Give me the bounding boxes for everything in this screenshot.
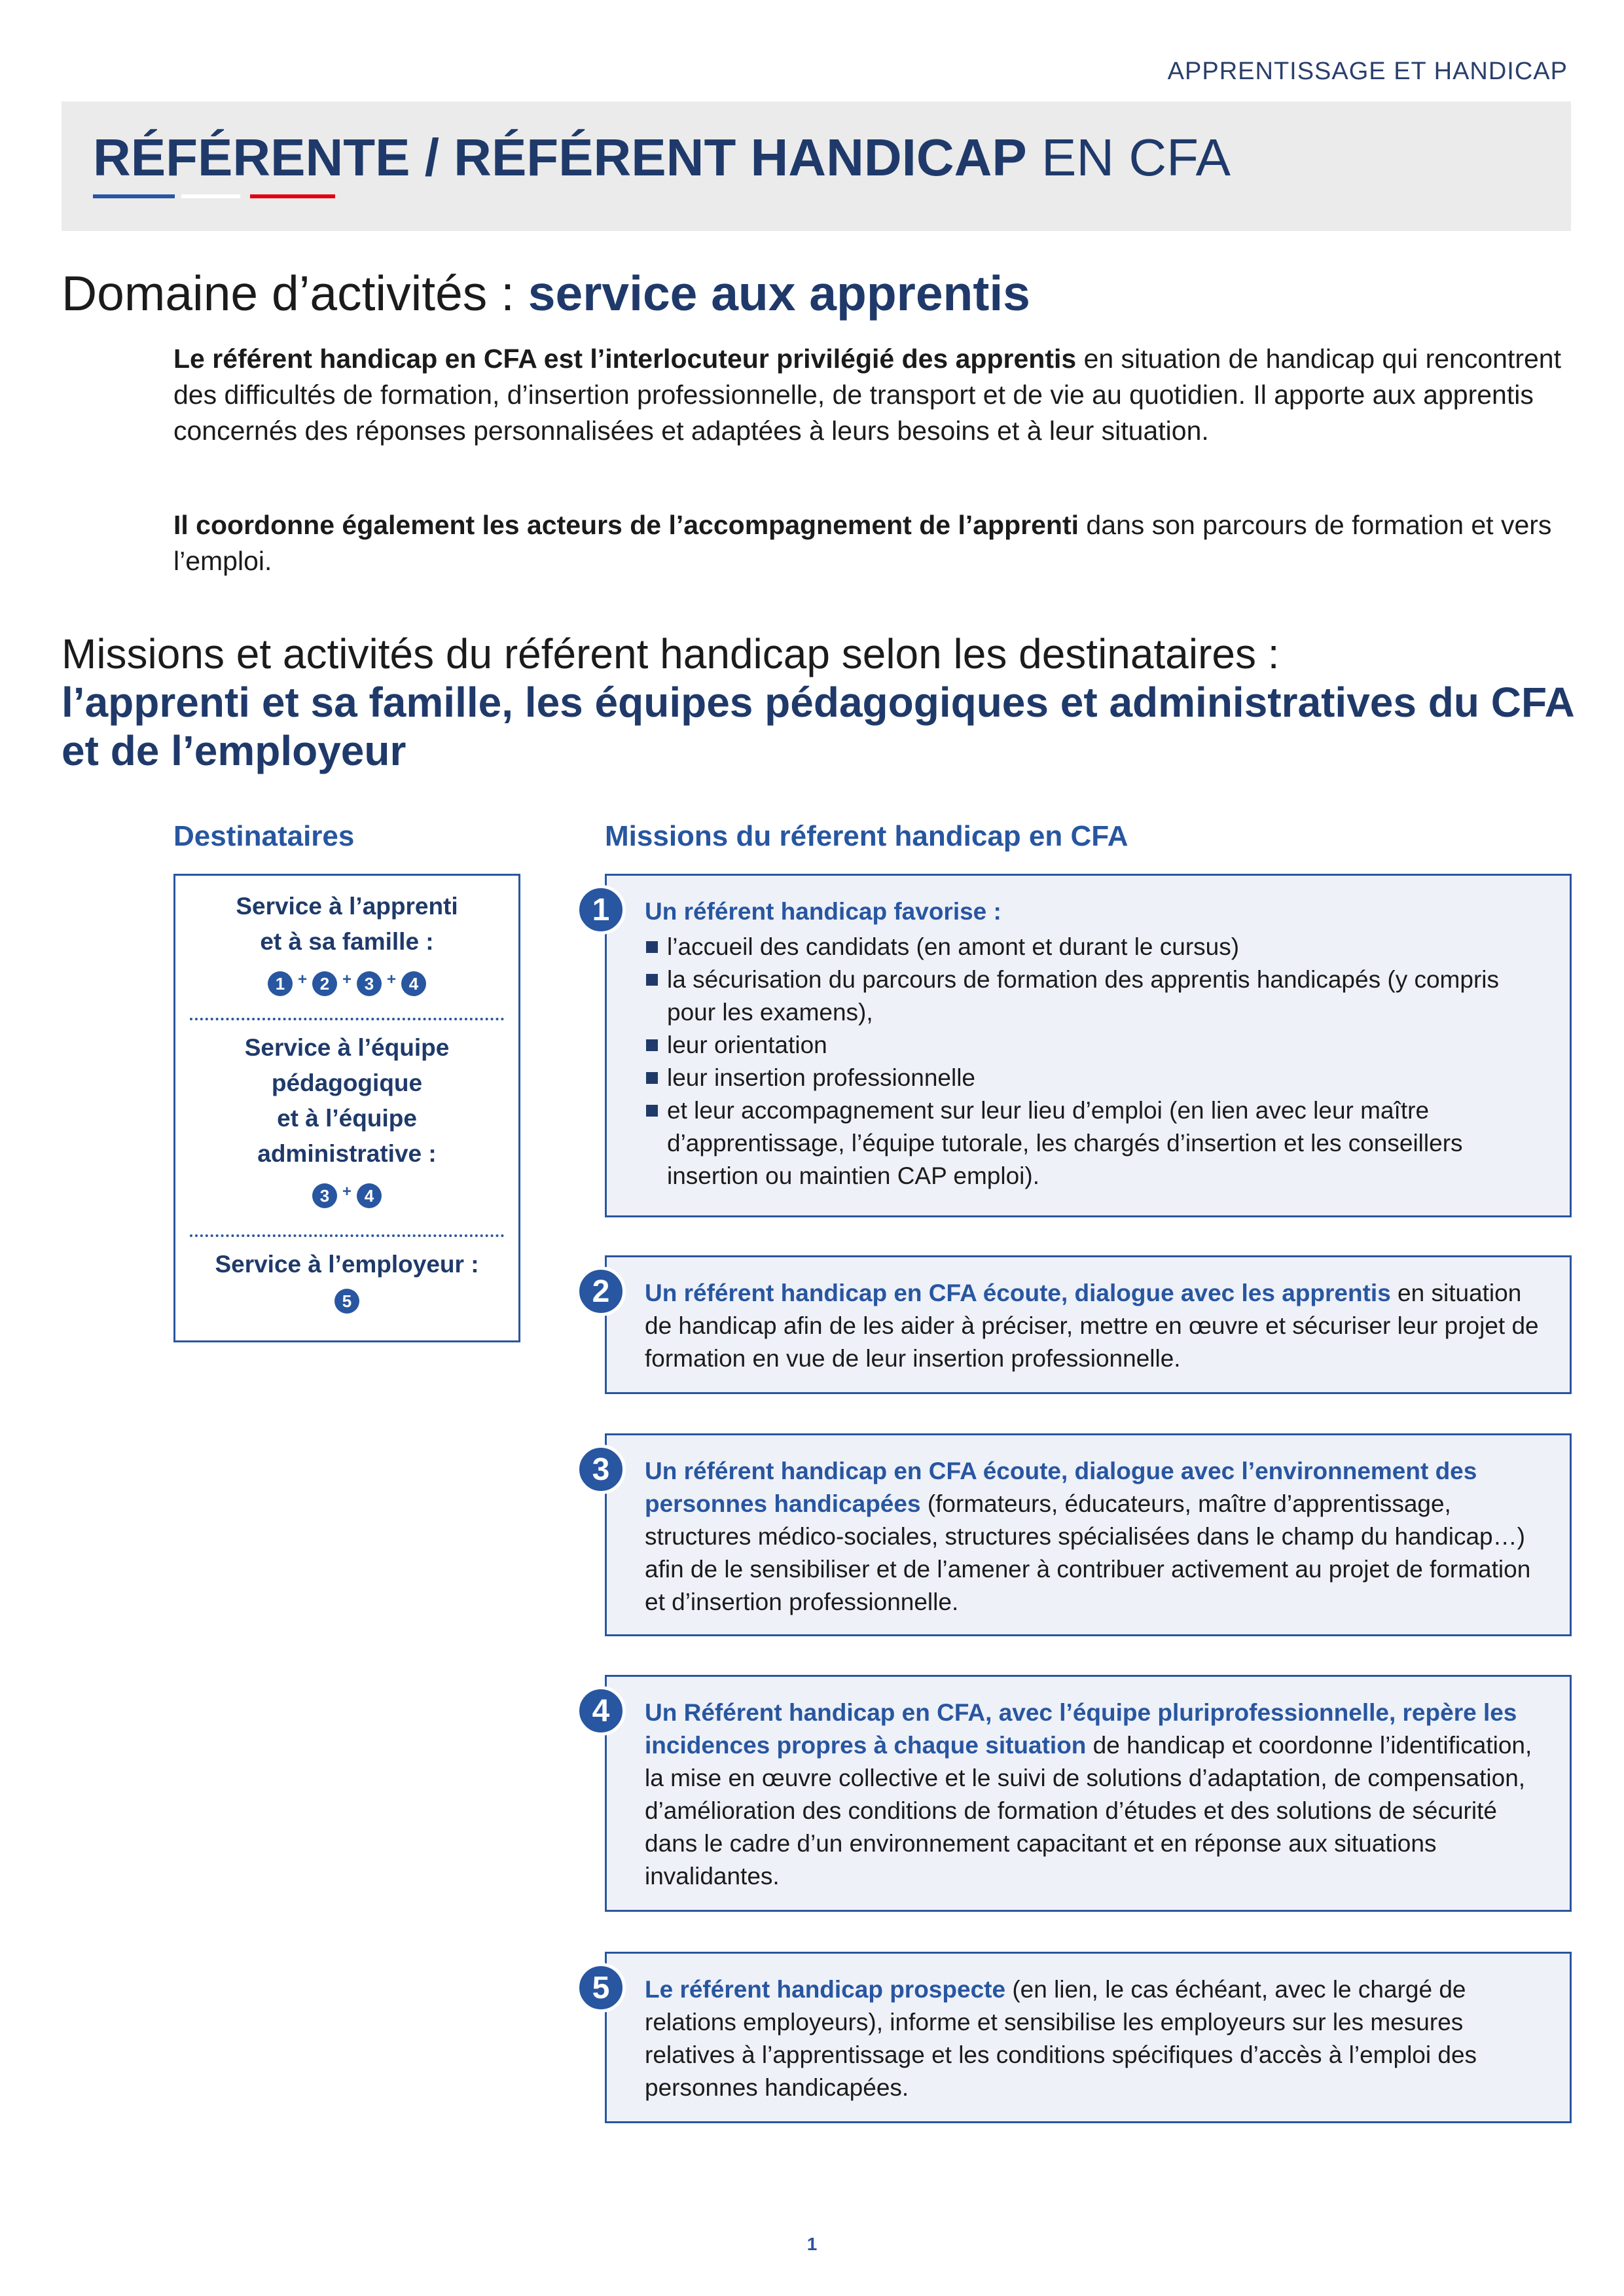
plus-sign: + [297,971,307,988]
mission-3-text: (formateurs, éducateurs, maître d’apprentissage, structures médico-sociales, structures spécialisées dans le champ du handicap…) afin de le sensibiliser et de l’amener à contribuer activement au projet de formation et d’insertion professionnelle. [645,1490,1531,1615]
running-header: APPRENTISSAGE ET HANDICAP [1167,58,1568,85]
list-item-text: l’accueil des candidats (en amont et durant le cursus) [667,933,1240,960]
mission-ref-2: 2 [312,971,337,996]
title-band [62,101,1571,231]
service-apprenti-missions [175,966,518,1001]
mission-2-lead: Un référent handicap en CFA écoute, dialogue avec les apprentis [645,1280,1391,1306]
mission-1-list [645,931,1546,1193]
service-apprenti [175,889,518,1001]
mission-1-lead: Un référent handicap favorise : [645,898,1001,925]
service-employeur-line1: Service à l’employeur : [215,1251,479,1278]
page-title-rest: EN CFA [1026,128,1231,187]
square-bullet-icon [646,1072,658,1084]
mission-box-1 [605,874,1572,1217]
intro-paragraph-2-bold: Il coordonne également les acteurs de l’accompagnement de l’apprenti [173,510,1079,540]
mission-box-4 [605,1675,1572,1912]
mission-box-3 [605,1433,1572,1636]
mission-4-lead: Un Référent handicap en CFA, avec l’équipe pluriprofessionnelle, repère les incidences propres à chaque situation [645,1699,1517,1759]
missions-heading-bold: l’apprenti et sa famille, les équipes pédagogiques et administratives du CFA et de l’employeur [62,679,1574,774]
square-bullet-icon [646,974,658,986]
service-apprenti-line2: et à sa famille : [260,928,434,955]
mission-number-4: 4 [576,1686,626,1736]
list-item-text: la sécurisation du parcours de formation des apprentis handicapés (y compris pour les examens), [667,966,1499,1026]
list-item [645,1029,1546,1062]
service-employeur-missions [175,1289,518,1314]
mission-4-text: de handicap et coordonne l’identification, la mise en œuvre collective et le suivi de solutions d’adaptation, de compensation, d’amélioration des conditions de formation d’études et des solutions de sécurité dans le cadre d’un environnement capacitant et en réponse aux situations invalidantes. [645,1732,1532,1890]
tricolor-blue [93,194,175,198]
tricolor-red [250,194,335,198]
dotted-divider [190,1234,504,1237]
missions-header: Missions du réferent handicap en CFA [605,820,1128,852]
section-heading-bold: service aux apprentis [528,266,1030,321]
destinataires-header: Destinataires [173,820,355,852]
mission-box-5 [605,1952,1572,2123]
page-number: 1 [806,2234,818,2254]
mission-number-5: 5 [576,1963,626,2013]
list-item [645,1062,1546,1094]
mission-ref-1: 1 [268,971,293,996]
tricolor-white [181,194,240,198]
mission-2-text: en situation de handicap afin de les aider à préciser, mettre en œuvre et sécuriser leur projet de formation en vue de leur insertion professionnelle. [645,1280,1539,1372]
mission-5-text: (en lien, le cas échéant, avec le chargé de relations employeurs), informe et sensibilise les employeurs sur les mesures relatives à l’apprentissage et les conditions spécifiques d’accès à l’emploi des personnes handicapées. [645,1976,1477,2101]
service-equipe [175,1030,518,1213]
section-heading-plain: Domaine d’activités : [62,266,528,321]
tricolor-underline [93,194,335,198]
page-title [93,128,1231,188]
list-item [645,931,1546,963]
page-title-bold: RÉFÉRENTE / RÉFÉRENT HANDICAP [93,128,1027,187]
mission-ref-3: 3 [312,1183,337,1208]
service-equipe-line3: et à l’équipe [277,1105,417,1132]
service-employeur [175,1247,518,1314]
square-bullet-icon [646,1039,658,1051]
mission-box-2 [605,1255,1572,1394]
plus-sign: + [387,971,397,988]
list-item-text: leur orientation [667,1031,827,1058]
list-item [645,963,1546,1029]
square-bullet-icon [646,941,658,953]
service-equipe-line2: pédagogique [271,1069,423,1096]
mission-ref-5: 5 [334,1289,359,1314]
section-heading-domaine [62,265,1030,321]
missions-heading-plain: Missions et activités du référent handicap selon les destinataires : [62,630,1280,677]
service-apprenti-line1: Service à l’apprenti [236,893,458,920]
mission-5-lead: Le référent handicap prospecte [645,1976,1006,2003]
mission-3-lead: Un référent handicap en CFA écoute, dialogue avec l’environnement des personnes handicapées [645,1458,1477,1517]
intro-paragraph-2 [173,507,1574,579]
intro-paragraph-1-bold: Le référent handicap en CFA est l’interlocuteur privilégié des apprentis [173,344,1077,374]
list-item [645,1094,1546,1193]
square-bullet-icon [646,1105,658,1117]
destinataires-box [173,874,520,1342]
mission-ref-4: 4 [357,1183,382,1208]
mission-number-3: 3 [576,1444,626,1494]
service-equipe-line4: administrative : [257,1140,437,1167]
mission-ref-4: 4 [401,971,426,996]
intro-paragraph-1-rest: en situation de handicap qui rencontrent des difficultés de formation, d’insertion professionnelle, de transport et de vie au quotidien. Il apporte aux apprentis concernés des réponses personnalisées et adaptées à leurs besoins et à leur situation. [173,344,1561,446]
plus-sign: + [342,971,352,988]
service-equipe-line1: Service à l’équipe [244,1034,450,1061]
dotted-divider [190,1018,504,1020]
service-equipe-missions [175,1178,518,1213]
list-item-text: leur insertion professionnelle [667,1064,975,1091]
intro-paragraph-2-rest: dans son parcours de formation et vers l’emploi. [173,510,1552,576]
section-heading-missions [62,630,1580,775]
intro-paragraph-1 [173,341,1574,449]
plus-sign: + [342,1183,352,1200]
mission-number-2: 2 [576,1266,626,1316]
list-item-text: et leur accompagnement sur leur lieu d’emploi (en lien avec leur maître d’apprentissage, l’équipe tutorale, les chargés d’insertion et les conseillers insertion ou maintien CAP emploi). [667,1097,1463,1189]
mission-ref-3: 3 [357,971,382,996]
mission-number-1: 1 [576,885,626,935]
